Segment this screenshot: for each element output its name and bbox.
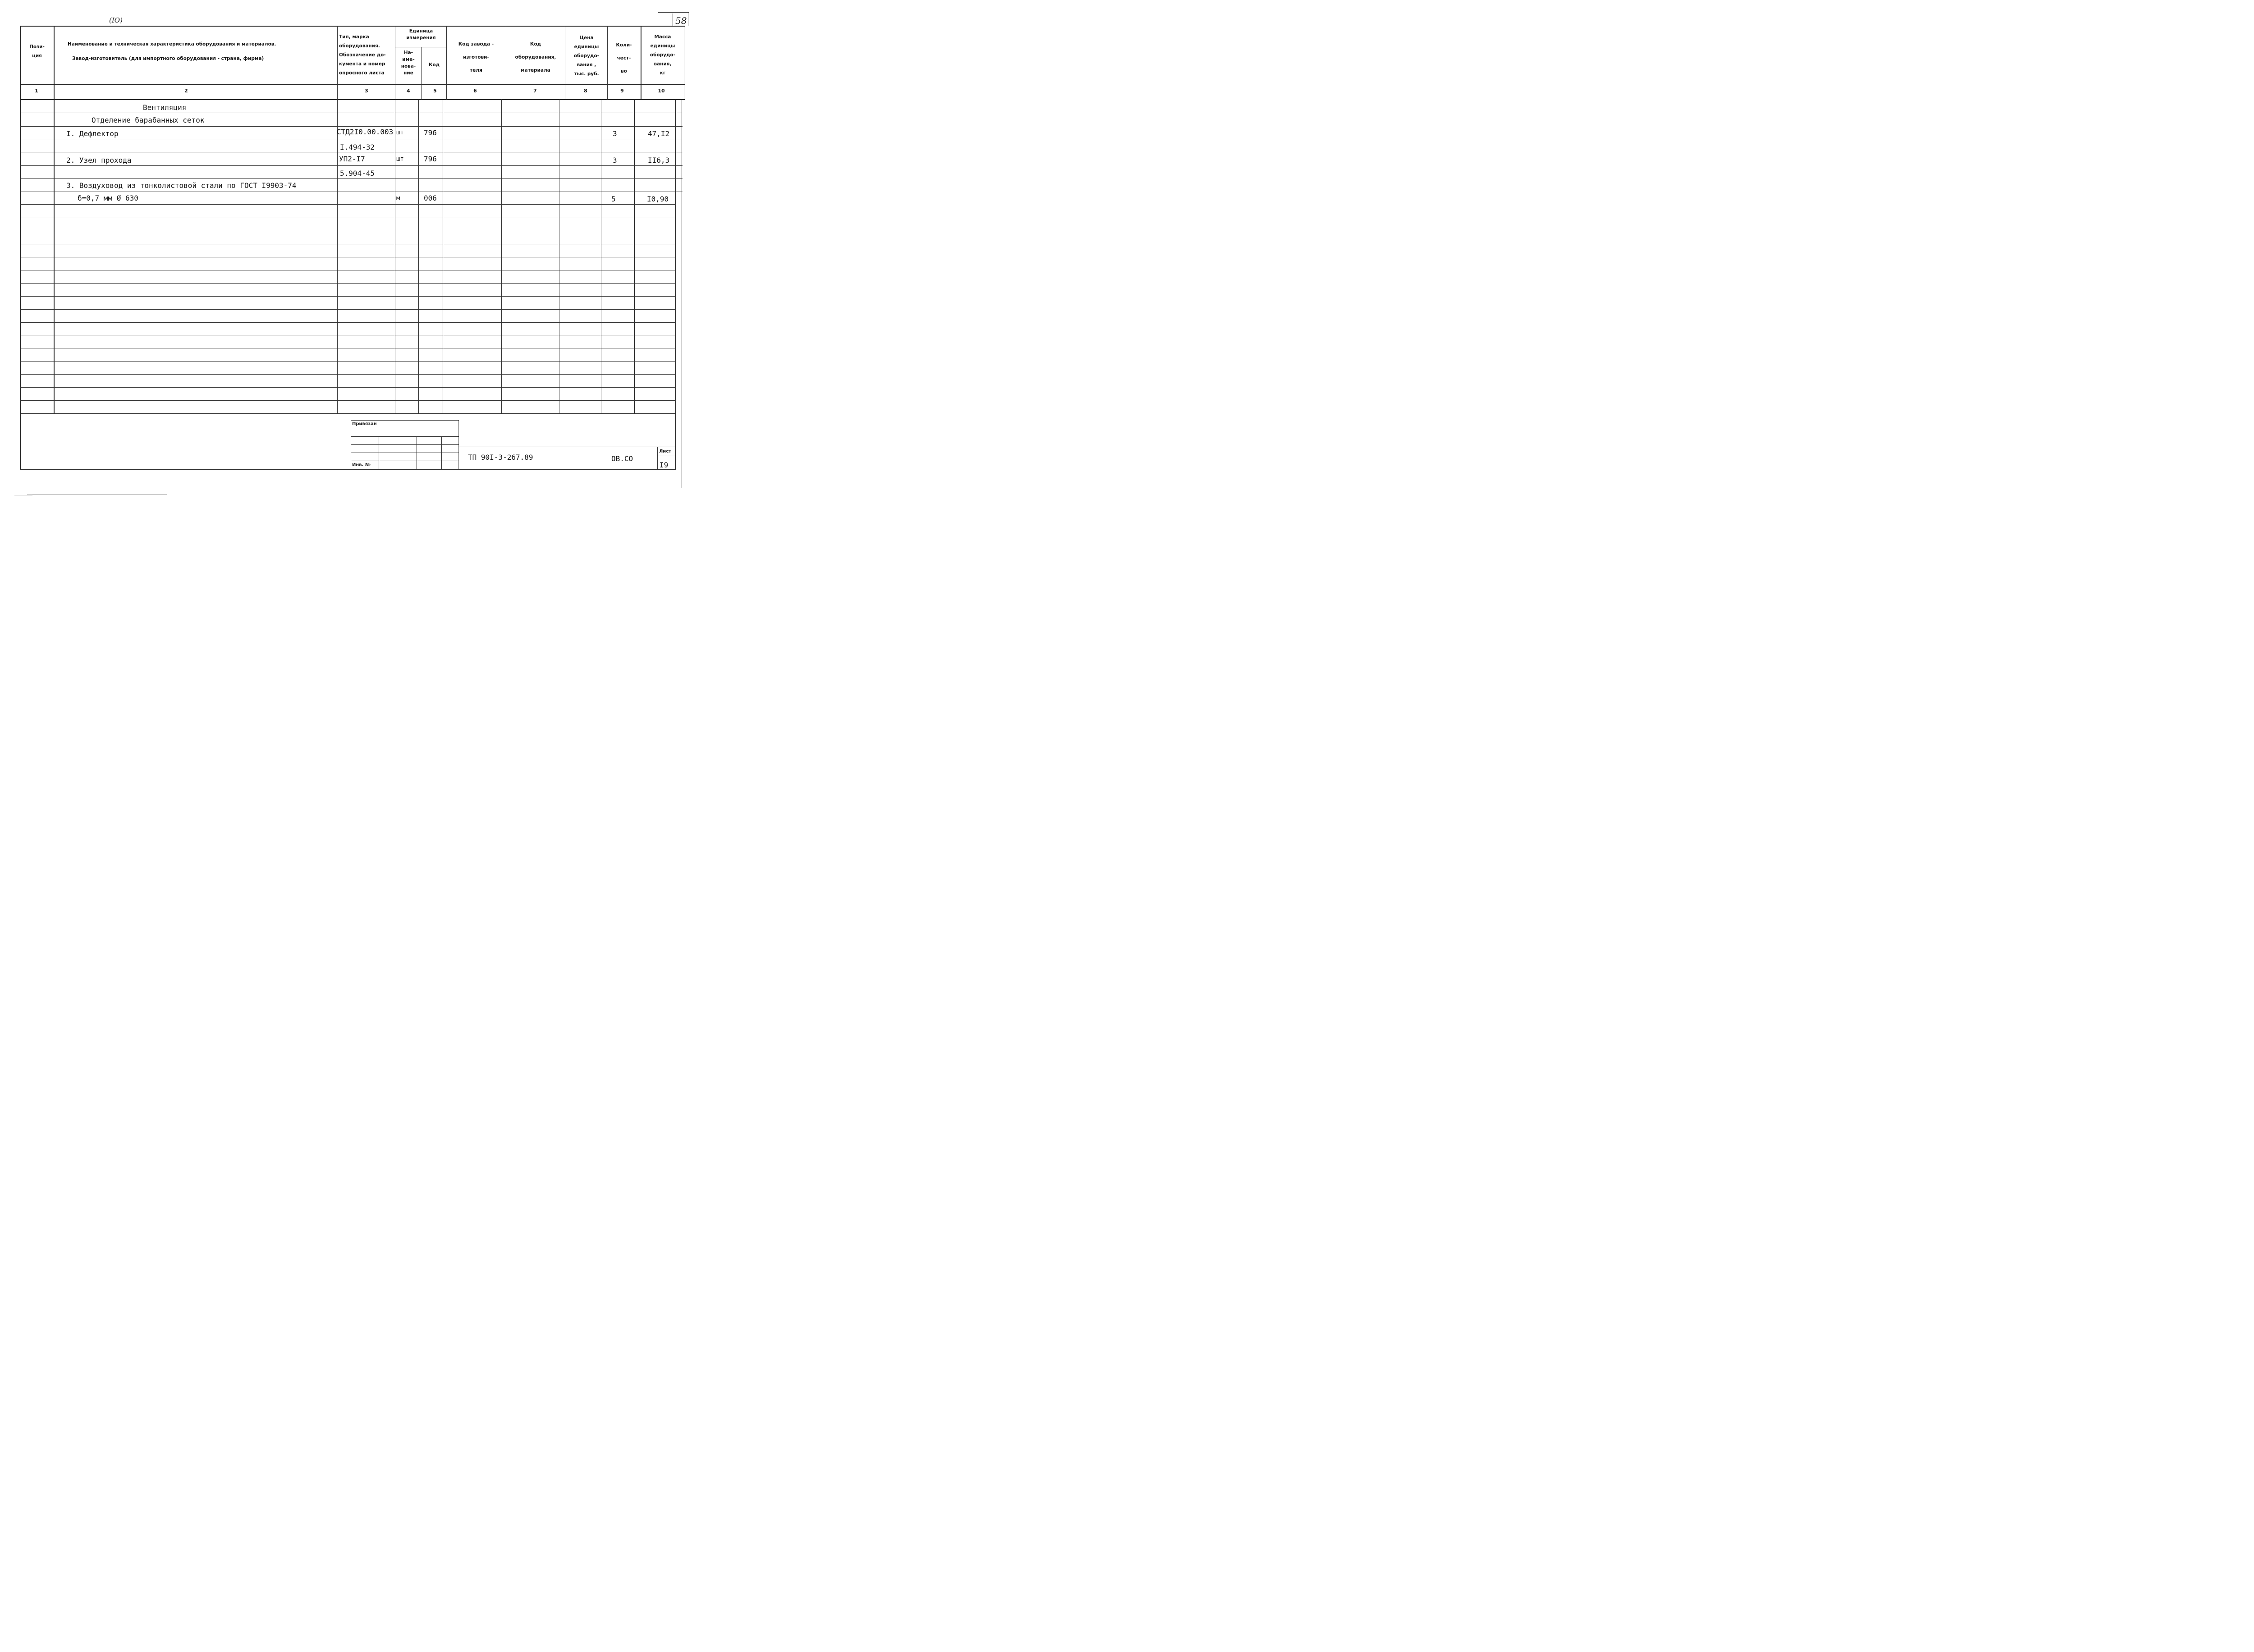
table-row-line bbox=[20, 126, 683, 127]
row-3-name: 3. Воздуховод из тонколистовой стали по ГОСТ I9903-74 bbox=[66, 181, 297, 190]
row-3-code: 006 bbox=[424, 194, 437, 202]
stamp-document-code: ТП 90I-3-267.89 bbox=[468, 453, 533, 462]
row-2-unit: шт bbox=[396, 156, 404, 163]
row-3-mass: I0,90 bbox=[647, 195, 669, 203]
col-number-8: 8 bbox=[584, 88, 587, 94]
header-unit-group: Единица измерения bbox=[406, 28, 436, 41]
table-row-line bbox=[20, 309, 676, 310]
header-factory-code: Код завода - изготови- теля bbox=[458, 41, 494, 73]
col-divider-1 bbox=[54, 26, 55, 413]
number-row-bottom-border bbox=[20, 99, 685, 100]
stamp-top-border bbox=[20, 413, 676, 414]
row-3-qty: 5 bbox=[611, 195, 616, 203]
table-top-border bbox=[20, 26, 685, 27]
stamp-inv-label: Инв. № bbox=[352, 462, 371, 467]
row-2-doc: 5.904-45 bbox=[340, 169, 375, 178]
col-number-1: 1 bbox=[35, 88, 38, 94]
row-1-code: 796 bbox=[424, 128, 437, 137]
table-row-line bbox=[20, 204, 676, 205]
col-divider-9b bbox=[634, 99, 635, 413]
col-number-10: 10 bbox=[658, 88, 665, 94]
header-equipment-code: Код оборудования, материала bbox=[515, 41, 556, 73]
table-row-line bbox=[20, 296, 676, 297]
col-number-2: 2 bbox=[184, 88, 188, 94]
col-divider-5 bbox=[446, 26, 447, 100]
col-number-7: 7 bbox=[533, 88, 537, 94]
col-number-3: 3 bbox=[365, 88, 368, 94]
row-3-unit: м bbox=[396, 195, 400, 202]
row-2-code: 796 bbox=[424, 155, 437, 163]
table-row-line bbox=[20, 322, 676, 323]
col-divider-2 bbox=[337, 26, 338, 413]
col-number-5: 5 bbox=[433, 88, 437, 94]
table-row-line bbox=[20, 178, 683, 179]
header-name-line2: Завод-изготовитель (для импортного оборудования - страна, фирма) bbox=[72, 56, 264, 61]
table-row-line bbox=[20, 374, 676, 375]
header-name-line1: Наименование и техническая характеристика оборудования и материалов. bbox=[68, 41, 276, 47]
row-1-unit: шт bbox=[396, 129, 404, 136]
stamp-small-top bbox=[351, 420, 459, 421]
col-number-9: 9 bbox=[620, 88, 624, 94]
row-1-qty: 3 bbox=[613, 129, 617, 138]
stamp-linked-label: Привязан bbox=[352, 421, 377, 426]
row-subsection-title: Отделение барабанных сеток bbox=[92, 116, 205, 124]
table-row-line bbox=[20, 387, 676, 388]
header-unit-code: Код bbox=[428, 62, 440, 68]
header-position: Пози- ция bbox=[29, 44, 45, 59]
col-divider-4b bbox=[418, 99, 419, 413]
document-sheet bbox=[0, 0, 703, 507]
sheet-top-note: (IO) bbox=[109, 16, 123, 24]
row-section-title: Вентиляция bbox=[143, 103, 187, 112]
header-bottom-border bbox=[20, 84, 685, 85]
row-1-doc: I.494-32 bbox=[340, 143, 375, 151]
frame-right bbox=[675, 99, 676, 470]
stamp-sheet-number: I9 bbox=[660, 461, 669, 469]
header-type: Тип, марка оборудования. Обозначение до- кумента и номер опросного листа bbox=[339, 34, 386, 76]
stamp-small-col3 bbox=[441, 436, 442, 469]
header-mass: Масса единицы оборудо- вания, кг bbox=[650, 34, 676, 76]
stamp-small-row2 bbox=[351, 444, 459, 445]
col-divider-6b bbox=[501, 99, 502, 413]
header-quantity: Коли- чест- во bbox=[616, 42, 632, 74]
page-number: 58 bbox=[675, 15, 687, 26]
header-unit-name: На- име- нова- ние bbox=[401, 50, 416, 76]
table-row-line bbox=[20, 283, 676, 284]
row-2-type: УП2-I7 bbox=[339, 155, 365, 163]
stamp-sheet-label: Лист bbox=[659, 449, 672, 454]
table-row-line bbox=[20, 400, 676, 401]
row-1-type: СТД2I0.00.003 bbox=[337, 128, 394, 136]
stamp-small-row1 bbox=[351, 436, 459, 437]
frame-bottom-border bbox=[20, 469, 676, 470]
page-top-line bbox=[658, 12, 689, 13]
row-1-mass: 47,I2 bbox=[648, 129, 670, 138]
stamp-sheet-left bbox=[657, 447, 658, 469]
col-number-6: 6 bbox=[473, 88, 477, 94]
row-2-mass: II6,3 bbox=[648, 156, 670, 165]
row-1-name: I. Дефлектор bbox=[66, 129, 119, 138]
frame-left bbox=[20, 26, 21, 470]
stamp-section-code: ОВ.СО bbox=[611, 454, 633, 463]
table-row-line bbox=[20, 361, 676, 362]
col-number-4: 4 bbox=[407, 88, 410, 94]
col-divider-8 bbox=[607, 26, 608, 100]
header-price: Цена единицы оборудо- вания , тыс. руб. bbox=[573, 35, 600, 77]
row-2-name: 2. Узел прохода bbox=[66, 156, 132, 165]
table-row-line bbox=[20, 165, 683, 166]
row-2-qty: 3 bbox=[613, 156, 617, 165]
row-3-spec: б=0,7 мм Ø 630 bbox=[78, 194, 138, 202]
